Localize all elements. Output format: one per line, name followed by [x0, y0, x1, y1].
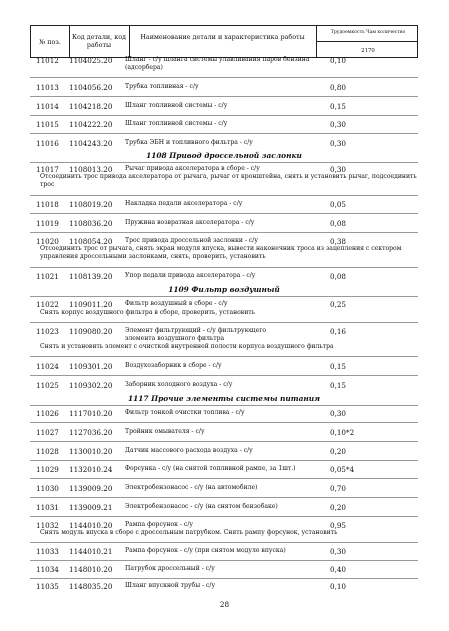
part-code: 1148010.20 [69, 565, 113, 574]
position-number: 11028 [36, 447, 59, 456]
part-code: 1109302.20 [69, 381, 113, 390]
part-name: Патрубок дроссельный - с/у [125, 565, 215, 572]
position-number: 11013 [36, 83, 59, 92]
part-code: 1104218.20 [69, 102, 113, 111]
part-code: 1139009.21 [69, 503, 113, 512]
labor-value: 0,16 [330, 327, 347, 336]
position-number: 11018 [36, 200, 59, 209]
position-number: 11023 [36, 327, 59, 336]
header-part-name: Наименование детали и характеристика работы [140, 33, 305, 41]
part-name: Трос привода дроссельной заслонки - с/у [125, 237, 258, 244]
position-number: 11032 [36, 521, 59, 530]
part-name: Шланг впускной трубы - с/у [125, 582, 216, 589]
labor-value: 0,05*4 [330, 465, 355, 474]
part-name: Форсунка - с/у (на снятой топливной рампе, за 1шт.) [125, 465, 296, 472]
labor-value: 0,30 [330, 120, 347, 129]
part-code: 1108013.20 [69, 165, 113, 174]
page-number: 28 [219, 600, 230, 609]
labor-value: 0,25 [330, 300, 347, 309]
part-name: Шланг - с/у шланга системы улавливания паров бензина (адсорбера) [125, 56, 310, 71]
position-number: 11035 [36, 582, 59, 591]
position-number: 11012 [36, 56, 59, 65]
part-code: 1127036.20 [69, 428, 113, 437]
labor-value: 0,38 [330, 237, 347, 246]
labor-value: 0,15 [330, 102, 347, 111]
labor-value: 0,70 [330, 484, 347, 493]
part-code: 1109011.20 [69, 300, 113, 309]
work-description: Снять и установить элемент с очисткой внутренней полости корпуса воздушного фильтра [40, 343, 334, 350]
part-code: 1130010.20 [69, 447, 113, 456]
part-name: Заборник холодного воздуха - с/у [125, 381, 233, 388]
part-name: Накладка педали акселератора - с/у [125, 200, 243, 207]
work-description: Снять корпус воздушного фильтра в сборе, проверить, установить [40, 309, 255, 316]
section-heading: 1117 Прочие элементы системы питания [127, 394, 321, 403]
position-number: 11019 [36, 219, 59, 228]
position-number: 11024 [36, 362, 59, 371]
header-labor-intensity: Трудоемкость Чaм количество [330, 30, 406, 35]
part-name: Шланг топливной системы - с/у [125, 120, 228, 127]
part-name: Рычаг привода акселератора в сборе - с/у [125, 165, 260, 172]
part-name: Упор педали привода акселератора - с/у [125, 272, 256, 279]
part-name: Датчик массового расхода воздуха - с/у [125, 447, 253, 454]
position-number: 11027 [36, 428, 59, 437]
labor-value: 0,80 [330, 83, 347, 92]
labor-value: 0,30 [330, 547, 347, 556]
part-name: Трубка ЭБН и топливного фильтра - с/у [125, 139, 253, 146]
position-number: 11025 [36, 381, 59, 390]
position-number: 11020 [36, 237, 59, 246]
labor-value: 0,08 [330, 272, 347, 281]
labor-value: 0,95 [330, 521, 347, 530]
labor-value: 0,40 [330, 565, 347, 574]
part-name: Шланг топливной системы - с/у [125, 102, 228, 109]
part-code: 1104222.20 [69, 120, 113, 129]
labor-value: 0,15 [330, 381, 347, 390]
position-number: 11029 [36, 465, 59, 474]
part-code: 1108139.20 [69, 272, 113, 281]
labor-value: 0,10 [330, 582, 347, 591]
part-code: 1132010.24 [69, 465, 113, 474]
part-code: 1104025.20 [69, 56, 113, 65]
position-number: 11021 [36, 272, 59, 281]
header-model: 2170 [361, 48, 375, 54]
section-heading: 1108 Привод дроссельной заслонки [146, 151, 302, 160]
part-name: Пружина возвратная акселератора - с/у [125, 219, 255, 226]
part-code: 1148035.20 [69, 582, 113, 591]
part-code: 1144010.21 [69, 547, 113, 556]
part-code: 1139009.20 [69, 484, 113, 493]
position-number: 11016 [36, 139, 59, 148]
part-name: Тройник омывателя - с/у [125, 428, 205, 435]
labor-value: 0,30 [330, 165, 347, 174]
labor-value: 0,15 [330, 362, 347, 371]
labor-value: 0,10 [330, 56, 347, 65]
header-part-code: Код детали, код работы [72, 33, 126, 49]
section-heading: 1109 Фильтр воздушный [168, 285, 280, 294]
part-code: 1104243.20 [69, 139, 113, 148]
part-name: Трубка топливная - с/у [125, 83, 199, 90]
part-code: 1108036.20 [69, 219, 113, 228]
labor-value: 0,30 [330, 139, 347, 148]
part-code: 1104056.20 [69, 83, 113, 92]
position-number: 11030 [36, 484, 59, 493]
part-code: 1108019.20 [69, 200, 113, 209]
labor-value: 0,08 [330, 219, 347, 228]
part-name: Фильтр воздушный в сборе - с/у [125, 300, 228, 307]
position-number: 11031 [36, 503, 59, 512]
part-name: Рампа форсунок - с/у [125, 521, 193, 528]
part-name: Элемент фильтрующий - с/у фильтрующего элемента воздушного фильтра [125, 327, 267, 342]
part-name: Электробензонасос - с/у (на автомобиле) [125, 484, 258, 491]
position-number: 11015 [36, 120, 59, 129]
part-name: Воздухозаборник в сборе - с/у [125, 362, 222, 369]
labor-value: 0,20 [330, 447, 347, 456]
position-number: 11033 [36, 547, 59, 556]
position-number: 11017 [36, 165, 59, 174]
work-description: Отсоединить трос от рычага, снять экран модуля впуска, вывести наконечник троса из зацепления с сектором управления дроссельными заслонками, снять, проверить, установить [40, 245, 402, 260]
position-number: 11034 [36, 565, 59, 574]
position-number: 11014 [36, 102, 59, 111]
part-code: 1117010.20 [69, 409, 113, 418]
labor-value: 0,20 [330, 503, 347, 512]
labor-value: 0,30 [330, 409, 347, 418]
part-code: 1109080.20 [69, 327, 113, 336]
position-number: 11022 [36, 300, 59, 309]
part-code: 1109301.20 [69, 362, 113, 371]
part-name: Рампа форсунок - с/у (при снятом модуле впуска) [125, 547, 286, 554]
work-description: Отсоединить трос привода акселератора от рычага, рычаг от кронштейна, снять и установить рычаг, подсоединить трос [40, 173, 417, 188]
labor-value: 0,10*2 [330, 428, 355, 437]
part-name: Электробензонасос - с/у (на снятом бензобаке) [125, 503, 278, 510]
position-number: 11026 [36, 409, 59, 418]
part-code: 1144010.20 [69, 521, 113, 530]
work-description: Снять модуль впуска в сборе с дроссельным патрубком. Снять рампу форсунок, установить [40, 529, 338, 536]
labor-value: 0,05 [330, 200, 347, 209]
part-name: Фильтр тонкой очистки топлива - с/у [125, 409, 245, 416]
header-position-number: № поз. [39, 38, 61, 46]
part-code: 1108054.20 [69, 237, 113, 246]
